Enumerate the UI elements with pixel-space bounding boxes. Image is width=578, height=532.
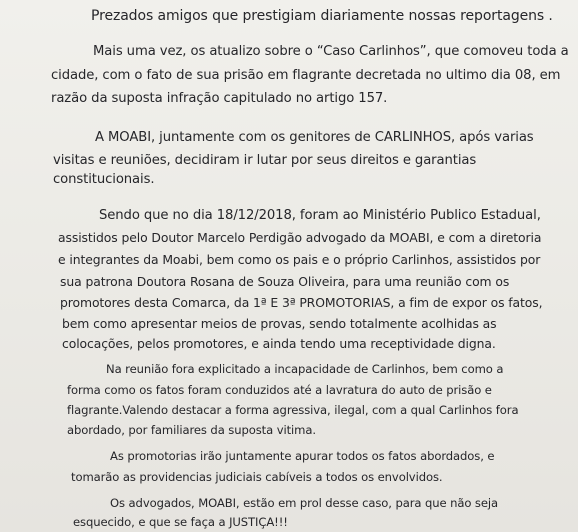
paragraph-4-line-4: abordado, por familiares da suposta vitima. [67,423,316,437]
paragraph-3-line-1: Sendo que no dia 18/12/2018, foram ao Ministério Publico Estadual, [99,208,541,223]
paragraph-3-line-7: colocações, pelos promotores, e ainda tendo uma receptividade digna. [62,336,496,351]
paragraph-4-line-2: forma como os fatos foram conduzidos até a lavratura do auto de prisão e [67,383,492,397]
paragraph-4-line-1: Na reunião fora explicitado a incapacidade de Carlinhos, bem como a [106,362,504,376]
paragraph-1-line-2: cidade, com o fato de sua prisão em flagrante decretada no ultimo dia 08, em [51,68,561,83]
paragraph-5-line-2: tomarão as providencias judiciais cabíveis a todos os envolvidos. [71,470,443,484]
paragraph-2-line-2: visitas e reuniões, decidiram ir lutar por seus direitos e garantias [53,153,477,168]
paragraph-3-line-4: sua patrona Doutora Rosana de Souza Oliveira, para uma reunião com os [60,274,510,289]
paragraph-6-line-1: Os advogados, MOABI, estão em prol desse caso, para que não seja [110,496,499,510]
paragraph-6-line-2: esquecido, e que se faça a JUSTIÇA!!! [73,515,288,529]
paragraph-1-line-1: Mais uma vez, os atualizo sobre o “Caso Carlinhos”, que comoveu toda a [93,44,569,59]
paragraph-3-line-2: assistidos pelo Doutor Marcelo Perdigão advogado da MOABI, e com a diretoria [58,230,542,245]
paragraph-2-line-1: A MOABI, juntamente com os genitores de CARLINHOS, após varias [95,130,534,145]
paragraph-3-line-6: bem como apresentar meios de provas, sendo totalmente acolhidas as [62,316,497,331]
paragraph-2-line-3: constitucionais. [53,172,155,187]
paragraph-3-line-5: promotores desta Comarca, da 1ª E 3ª PROMOTORIAS, a fim de expor os fatos, [60,295,543,310]
greeting-line: Prezados amigos que prestigiam diariamente nossas reportagens . [91,8,553,24]
paragraph-1-line-3: razão da suposta infração capitulado no artigo 157. [51,91,388,106]
paragraph-5-line-1: As promotorias irão juntamente apurar todos os fatos abordados, e [110,449,495,463]
paragraph-4-line-3: flagrante.Valendo destacar a forma agressiva, ilegal, com a qual Carlinhos fora [67,403,519,417]
paragraph-3-line-3: e integrantes da Moabi, bem como os pais e o próprio Carlinhos, assistidos por [58,252,541,267]
